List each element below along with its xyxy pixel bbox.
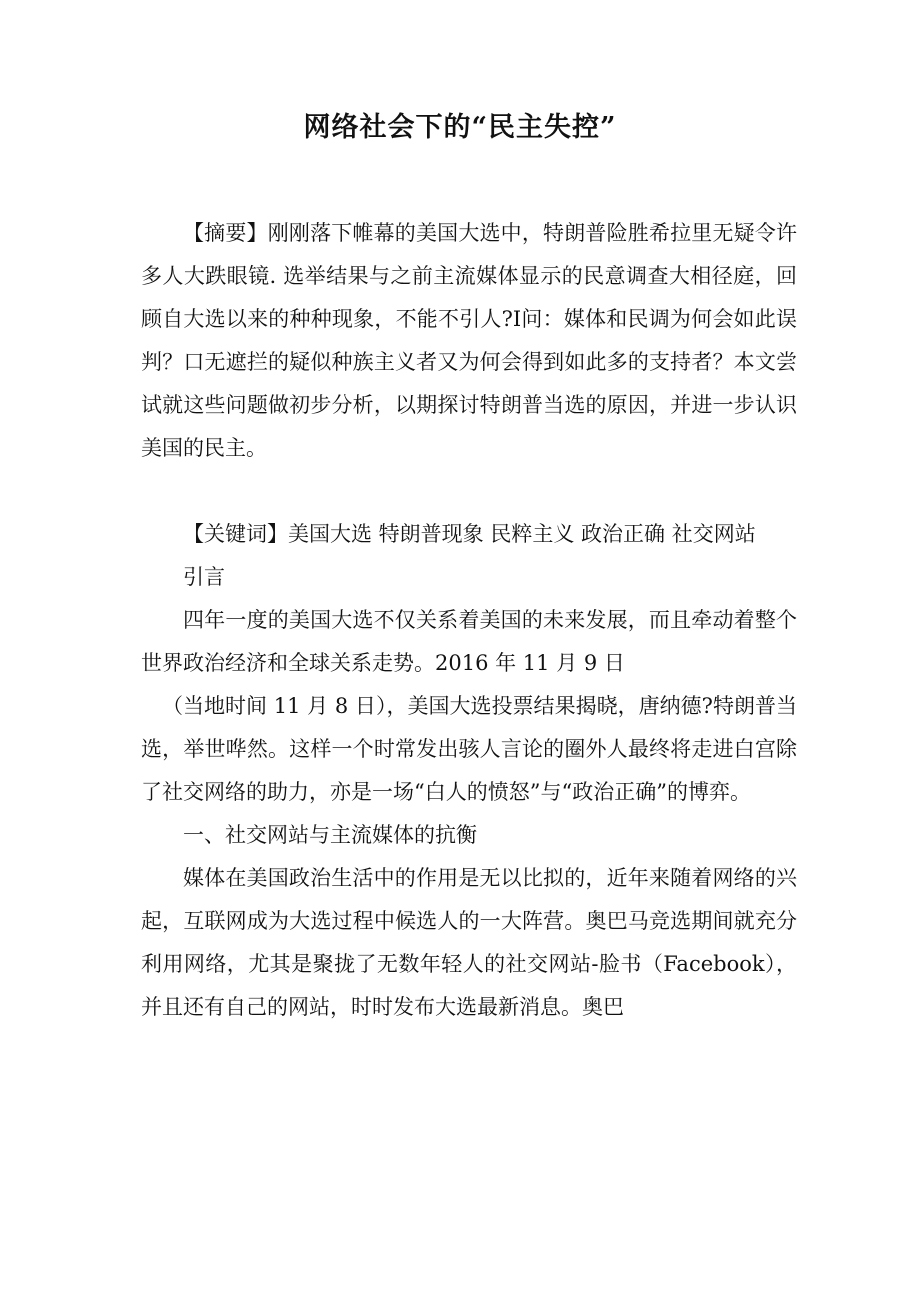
intro-paragraph-1: 四年一度的美国大选不仅关系着美国的未来发展，而且牵动着整个世界政治经济和全球关系走势。2016 年 11 月 9 日 [141, 608, 797, 675]
abstract-paragraph: 【摘要】刚刚落下帷幕的美国大选中，特朗普险胜希拉里无疑令许多人大跌眼镜. 选举结果与之前主流媒体显示的民意调查大相径庭，回顾自大选以来的种种现象，不能不引人?I问：媒体和民调为何会如此误判？口无遮拦的疑似种族主义者又为何会得到如此多的支持者？本文尝试就这些问题做初步分析，以期探讨特朗普当选的原因，并进一步认识美国的民主。 [141, 221, 797, 460]
document-body [141, 212, 797, 1029]
document-title: 网络社会下的“民主失控” [303, 112, 617, 143]
section-1-heading: 一、社交网站与主流媒体的抗衡 [183, 823, 477, 847]
intro-paragraph-2: （当地时间 11 月 8 日），美国大选投票结果揭晓，唐纳德?特朗普当选，举世哗然。这样一个时常发出骇人言论的圈外人最终将走进白宫除了社交网络的助力，亦是一场“白人的愤怒”与“政治正确”的博弈。 [141, 694, 797, 804]
keywords-paragraph: 【关键词】美国大选 特朗普现象 民粹主义 政治正确 社交网站 [183, 522, 756, 546]
section-1-paragraph: 媒体在美国政治生活中的作用是无以比拟的，近年来随着网络的兴起，互联网成为大选过程中候选人的一大阵营。奥巴马竞选期间就充分利用网络，尤其是聚拢了无数年轻人的社交网站-脸书（Facebook），并且还有自己的网站，时时发布大选最新消息。奥巴 [141, 866, 797, 1019]
intro-heading: 引言 [183, 565, 225, 589]
